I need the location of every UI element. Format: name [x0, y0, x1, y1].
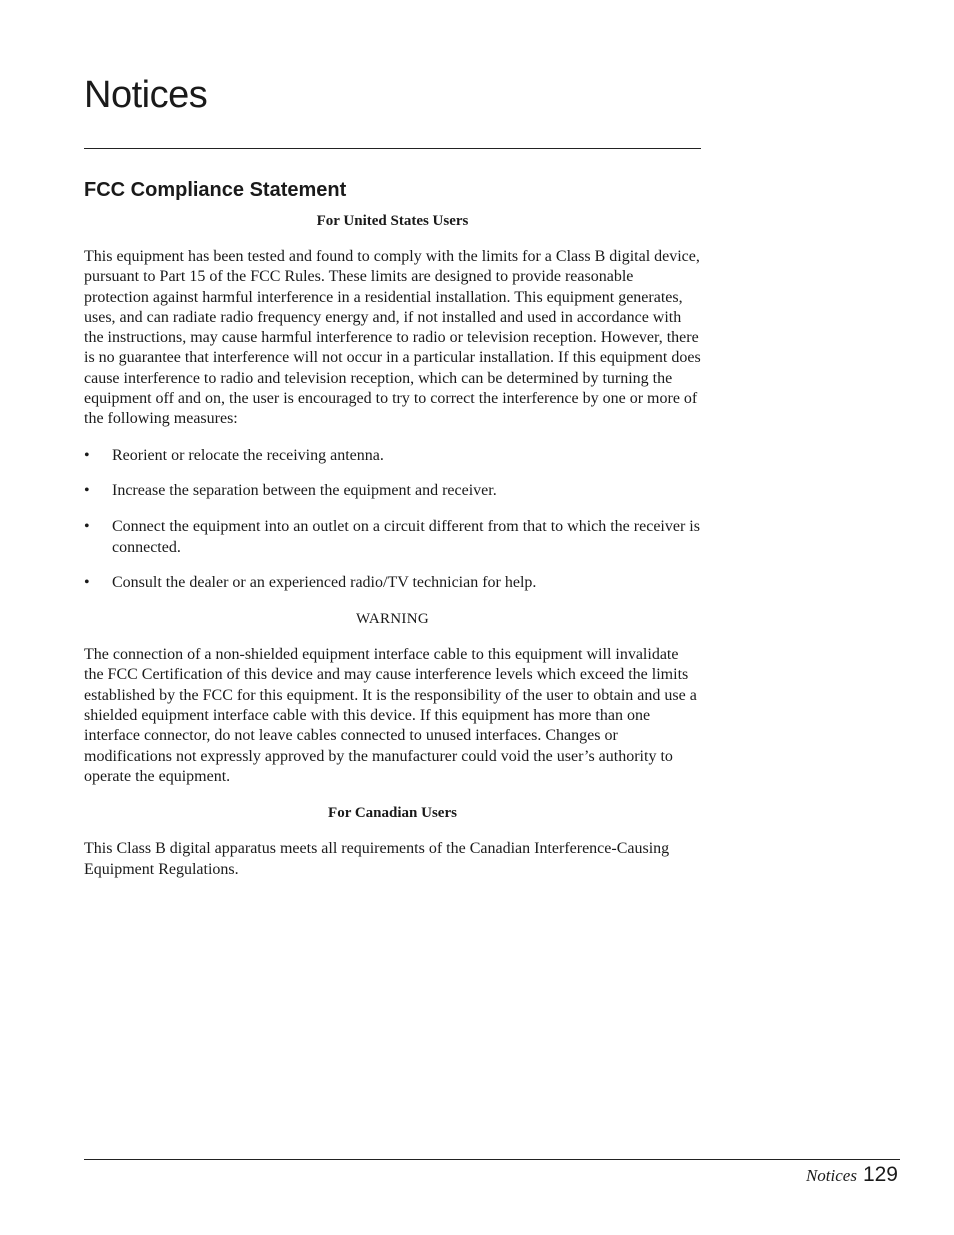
measures-list — [84, 446, 701, 594]
measure-text: Increase the separation between the equipment and receiver. — [112, 482, 497, 500]
section-heading: FCC Compliance Statement — [84, 179, 347, 201]
bullet-icon: • — [84, 482, 90, 500]
us-users-subhead: For United States Users — [316, 213, 469, 229]
page-footer — [806, 1163, 898, 1187]
list-item — [84, 481, 701, 501]
warning-text: The connection of a non-shielded equipment interface cable to this equipment will invalidate the FCC Certification of this device and may cause interference levels which exceed the limits established by the FCC for this equipment. It is the responsibility of the user to obtain and use a shielded equipment interface cable with this device. If this equipment has more than one interface connector, do not leave cables connected to unused interfaces. Changes or modifications not expressly approved by the manufacturer could void the user’s authority to operate the equipment. — [84, 646, 697, 785]
footer-divider — [84, 1159, 900, 1160]
measure-text: Connect the equipment into an outlet on a circuit different from that to which the receiver is connected. — [112, 518, 700, 556]
bullet-icon: • — [84, 446, 90, 464]
list-item — [84, 517, 701, 558]
list-item — [84, 446, 701, 466]
canadian-users-subhead: For Canadian Users — [328, 805, 457, 822]
list-item — [84, 573, 701, 593]
measure-text: Reorient or relocate the receiving antenna. — [112, 446, 384, 464]
measure-text: Consult the dealer or an experienced radio/TV technician for help. — [112, 574, 537, 592]
footer-label: Notices — [805, 1166, 857, 1185]
us-users-intro: This equipment has been tested and found to comply with the limits for a Class B digital device, pursuant to Part 15 of the FCC Rules. These limits are designed to provide reasonable protection against harmful interference in a residential installation. This equipment generates, uses, and can radiate radio frequency energy and, if not installed and used in accordance with the instructions, may cause harmful interference to radio or television reception. However, there is no guarantee that interference will not occur in a particular installation. If this equipment does cause interference to radio and television reception, which can be determined by turning the equipment off and on, the user is encouraged to try to correct the interference by one or more of the following measures: — [84, 248, 701, 428]
page-title: Notices — [84, 74, 208, 116]
warning-subhead: WARNING — [356, 611, 429, 628]
page-number: 129 — [862, 1163, 898, 1186]
main-content — [84, 176, 701, 896]
bullet-icon: • — [84, 518, 90, 536]
title-divider — [84, 148, 701, 149]
bullet-icon: • — [84, 574, 90, 592]
canadian-users-text: This Class B digital apparatus meets all requirements of the Canadian Interference-Causing Equipment Regulations. — [84, 840, 670, 878]
